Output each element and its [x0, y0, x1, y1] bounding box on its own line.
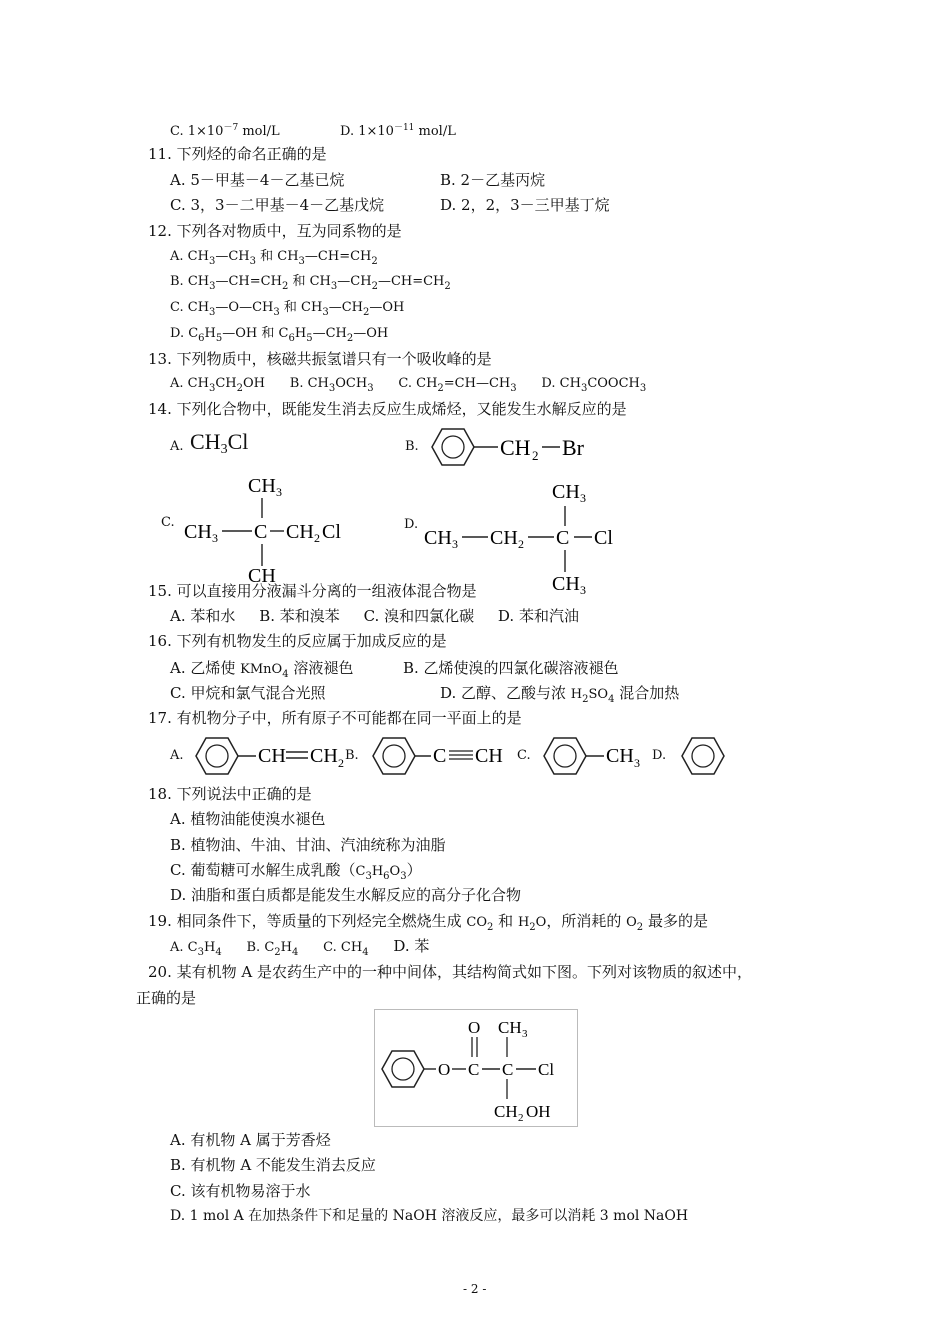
svg-text:C: C — [556, 527, 570, 549]
q20-option-d: D. 1 mol A 在加热条件下和足量的 NaOH 溶液反应，最多可以消耗 3 mol NaOH — [170, 1208, 689, 1224]
q18-option-d: D. 油脂和蛋白质都是能发生水解反应的高分子化合物 — [170, 886, 522, 904]
q14-option-c-structure — [180, 468, 360, 583]
svg-text:CH: CH — [494, 1102, 518, 1121]
q10-option-c: C. $1\times 10^{-7}$ mol/L — [170, 123, 280, 139]
svg-text:Cl: Cl — [538, 1060, 555, 1079]
page-number: - 2 - — [463, 1282, 487, 1296]
svg-text:CH: CH — [258, 745, 286, 767]
q18-stem: 18. 下列说法中正确的是 — [148, 785, 312, 803]
q17-option-b-label: B. — [345, 748, 359, 763]
svg-text:O: O — [468, 1018, 481, 1037]
svg-text:3: 3 — [522, 1028, 528, 1040]
q16-option-c: C. 甲烷和氯气混合光照 — [170, 684, 326, 702]
q15-options: A. 苯和水 B. 苯和溴苯 C. 溴和四氯化碳 D. 苯和汽油 — [170, 607, 579, 625]
q20-structure — [374, 1009, 578, 1127]
svg-text:C: C — [254, 521, 268, 543]
q14-stem: 14. 下列化合物中，既能发生消去反应生成烯烃，又能发生水解反应的是 — [148, 400, 627, 418]
q12-option-a: A. $CH_3—CH_3$ 和 $CH_3—CH=CH_2$ — [170, 249, 378, 267]
q11-option-d: D. 2，2，3－三甲基丁烷 — [440, 196, 610, 214]
q13-stem: 13. 下列物质中，核磁共振氢谱只有一个吸收峰的是 — [148, 350, 492, 368]
svg-text:3: 3 — [212, 531, 218, 545]
q13-options: A. $CH_3CH_2OH$ B. $CH_3OCH_3$ C. $CH_2=CH—CH_3$ D. $CH_3COOCH_3$ — [170, 376, 647, 394]
svg-text:CH: CH — [475, 745, 503, 767]
q11-option-a: A. 5－甲基－4－乙基已烷 — [170, 171, 345, 189]
q16-option-a: A. 乙烯使 KMnO$_4$ 溶液褪色 — [170, 659, 354, 680]
q12-option-c: C. $CH_3—O—CH_3$ 和 $CH_3—CH_2—OH$ — [170, 300, 405, 318]
q20-option-c: C. 该有机物易溶于水 — [170, 1182, 311, 1200]
q20-option-b: B. 有机物 A 不能发生消去反应 — [170, 1156, 376, 1174]
q16-stem: 16. 下列有机物发生的反应属于加成反应的是 — [148, 632, 447, 650]
q11-option-b: B. 2－乙基丙烷 — [440, 171, 546, 189]
svg-text:CH: CH — [310, 745, 338, 767]
svg-text:Br: Br — [562, 435, 584, 460]
q17-stem: 17. 有机物分子中，所有原子不可能都在同一平面上的是 — [148, 709, 522, 727]
svg-text:2: 2 — [314, 531, 320, 545]
svg-text:3: 3 — [452, 537, 458, 551]
svg-text:Cl: Cl — [594, 527, 613, 549]
q10-option-d: D. $1\times 10^{-11}$ mol/L — [340, 123, 456, 139]
svg-text:CH: CH — [424, 527, 452, 549]
svg-text:C: C — [502, 1060, 514, 1079]
q14-option-b-structure — [420, 418, 620, 476]
svg-text:2: 2 — [518, 1112, 524, 1124]
q18-option-c: C. 葡萄糖可水解生成乳酸$(C_3H_6O_3)$ — [170, 861, 422, 882]
svg-text:CH: CH — [248, 475, 276, 497]
svg-text:CH: CH — [500, 435, 531, 460]
q20-option-a: A. 有机物 A 属于芳香烃 — [170, 1131, 331, 1149]
q12-stem: 12. 下列各对物质中，互为同系物的是 — [148, 222, 402, 240]
q11-stem: 11. 下列烃的命名正确的是 — [148, 145, 327, 163]
svg-text:3: 3 — [276, 485, 282, 499]
q18-option-a: A. 植物油能使溴水褪色 — [170, 810, 326, 828]
svg-text:CH: CH — [184, 521, 212, 543]
q12-option-d: D. $C_6H_5—OH$ 和 $C_6H_5—CH_2—OH$ — [170, 326, 389, 344]
svg-text:3: 3 — [634, 756, 640, 770]
q11-option-c: C. 3，3－二甲基－4－乙基戊烷 — [170, 196, 385, 214]
svg-text:CH: CH — [606, 745, 634, 767]
svg-text:2: 2 — [532, 448, 539, 463]
svg-text:CH: CH — [552, 573, 580, 595]
svg-text:CH: CH — [490, 527, 518, 549]
q16-option-b: B. 乙烯使溴的四氯化碳溶液褪色 — [403, 659, 619, 677]
q20-stem-line1: 20. 某有机物 A 是农药生产中的一种中间体，其结构简式如下图。下列对该物质的叙述中， — [148, 963, 752, 981]
q20-stem-line2: 正确的是 — [136, 989, 197, 1007]
svg-text:CH: CH — [248, 565, 276, 583]
q19-options: A. $C_3H_4$ B. $C_2H_4$ C. $CH_4$ D. 苯 — [170, 937, 430, 958]
svg-text:2: 2 — [338, 756, 344, 770]
svg-text:Cl: Cl — [322, 521, 341, 543]
q19-stem: 19. 相同条件下，等质量的下列烃完全燃烧生成 $CO_2$ 和 $H_2O$，所消耗的 $O_2$ 最多的是 — [148, 912, 708, 933]
q14-option-d-label: D. — [404, 517, 419, 532]
svg-text:CH: CH — [552, 481, 580, 503]
q17-option-c-label: C. — [517, 748, 531, 763]
svg-text:C: C — [433, 745, 447, 767]
q12-option-b: B. $CH_3—CH=CH_2$ 和 $CH_3—CH_2—CH=CH_2$ — [170, 274, 451, 292]
q14-option-c-label: C. — [161, 515, 175, 530]
q17-option-a-label: A. — [170, 748, 184, 763]
svg-text:C: C — [468, 1060, 480, 1079]
q18-option-b: B. 植物油、牛油、甘油、汽油统称为油脂 — [170, 836, 446, 854]
q14-option-b-label: B. — [405, 439, 419, 454]
q14-option-d-structure — [422, 476, 622, 596]
q15-stem: 15. 可以直接用分液漏斗分离的一组液体混合物是 — [148, 582, 477, 600]
q16-option-d: D. 乙醇、乙酸与浓 $H_2SO_4$ 混合加热 — [440, 684, 680, 705]
svg-text:2: 2 — [518, 537, 524, 551]
q14-option-a-label: A. — [170, 439, 184, 454]
svg-text:CH: CH — [286, 521, 314, 543]
svg-text:O: O — [438, 1060, 451, 1079]
q14-option-a-formula: CH3Cl — [190, 429, 249, 457]
svg-text:3: 3 — [580, 583, 586, 596]
q17-option-b-structure — [365, 728, 515, 784]
svg-text:CH: CH — [498, 1018, 522, 1037]
svg-text:3: 3 — [580, 491, 586, 505]
q17-option-d-label: D. — [652, 748, 667, 763]
q17-option-d-structure — [674, 728, 734, 784]
svg-text:OH: OH — [526, 1102, 551, 1121]
q17-option-a-structure — [188, 728, 358, 784]
